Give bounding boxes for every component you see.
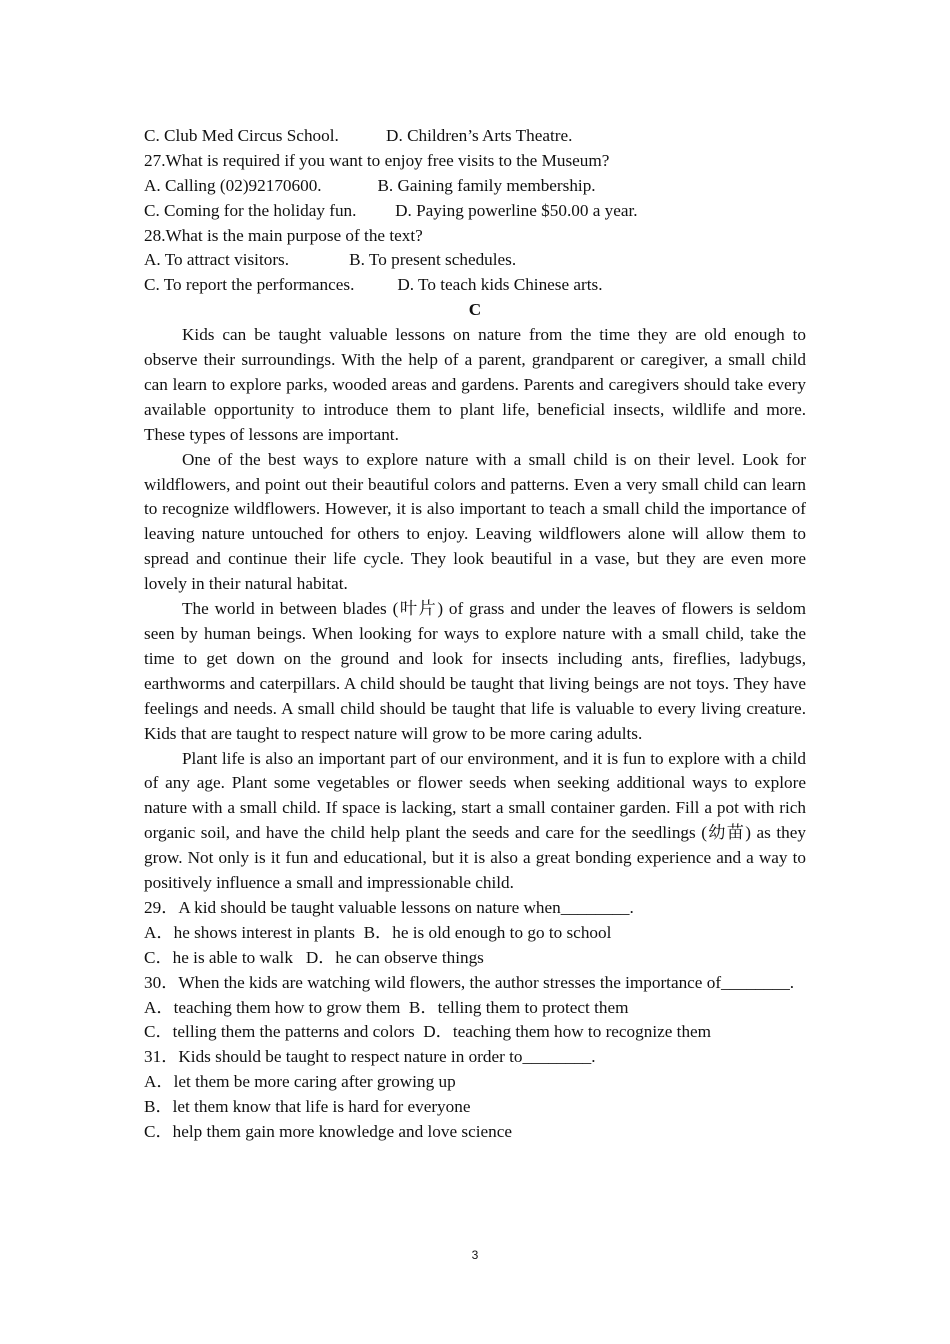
section-heading: C <box>468 300 482 320</box>
question-31-option-c: C．help them gain more knowledge and love science <box>144 1122 512 1141</box>
question-31-option-a: A．let them be more caring after growing up <box>144 1072 456 1092</box>
document-page <box>144 124 806 1145</box>
option-line-26cd: C. Club Med Circus School. D. Children’s Arts Theatre. <box>144 126 573 145</box>
passage-paragraph-2: One of the best ways to explore nature with a small child is on their level. Look for wildflowers, and point out their beautiful colors and patterns. Even a very small child can learn to recognize wildflowers. However, it is also important to teach a small child the importance of leaving nature untouched for others to enjoy. Leaving wildflowers alone will allow them to spread and continue their life cycle. They look beautiful in a vase, but they are even more lovely in their natural habitat. <box>144 449 806 594</box>
question-30-stem: 30．When the kids are watching wild flowers, the author stresses the importance of________. <box>144 972 795 992</box>
passage-paragraph-4: Plant life is also an important part of our environment, and it is fun to explore with a child of any age. Plant some vegetables or flower seeds when seeking additional ways to explore nature with a small child. If space is lacking, start a small container garden. Fill a pot with rich organic soil, and have the child help plant the seeds and care for the seedlings (幼苗) as they grow. Not only is it fun and educational, but it is also a great bonding experience and a way to positively influence a small and impressionable child. <box>144 748 806 893</box>
option-line-28cd: C. To report the performances. D. To teach kids Chinese arts. <box>144 275 603 295</box>
option-line-27ab: A. Calling (02)92170600. B. Gaining family membership. <box>144 175 596 195</box>
option-line-28ab: A. To attract visitors. B. To present schedules. <box>144 250 517 270</box>
question-29-options-ab: A．he shows interest in plants B．he is old enough to go to school <box>144 922 612 942</box>
page-number: 3 <box>471 1248 479 1262</box>
question-30-options-cd: C．telling them the patterns and colors D．teaching them how to recognize them <box>144 1022 712 1042</box>
question-29-stem: 29．A kid should be taught valuable lessons on nature when________. <box>144 897 634 917</box>
passage-paragraph-3: The world in between blades (叶片) of grass and under the leaves of flowers is seldom seen by human beings. When looking for ways to explore nature with a small child, take the time to get down on the ground and look for insects including ants, fireflies, ladybugs, earthworms and caterpillars. A child should be taught that living beings are not toys. They have feelings and needs. A small child should be taught that life is valuable to every living creature. Kids that are taught to respect nature will grow to be more caring adults. <box>144 599 806 743</box>
passage-paragraph-1: Kids can be taught valuable lessons on nature from the time they are old enough to observe their surroundings. With the help of a parent, grandparent or caregiver, a small child can learn to explore parks, wooded areas and gardens. Parents and caregivers should take every available opportunity to introduce them to plant life, beneficial insects, wildlife and more. These types of lessons are important. <box>144 325 806 444</box>
question-28-stem: 28.What is the main purpose of the text? <box>144 225 423 245</box>
question-30-options-ab: A．teaching them how to grow them B．telling them to protect them <box>144 997 629 1017</box>
question-29-options-cd: C．he is able to walk D．he can observe things <box>144 947 484 967</box>
question-31-option-b: B．let them know that life is hard for everyone <box>144 1097 471 1117</box>
option-line-27cd: C. Coming for the holiday fun. D. Paying powerline $50.00 a year. <box>144 200 638 220</box>
question-31-stem: 31．Kids should be taught to respect nature in order to________. <box>144 1047 596 1067</box>
question-27-stem: 27.What is required if you want to enjoy free visits to the Museum? <box>144 150 610 170</box>
